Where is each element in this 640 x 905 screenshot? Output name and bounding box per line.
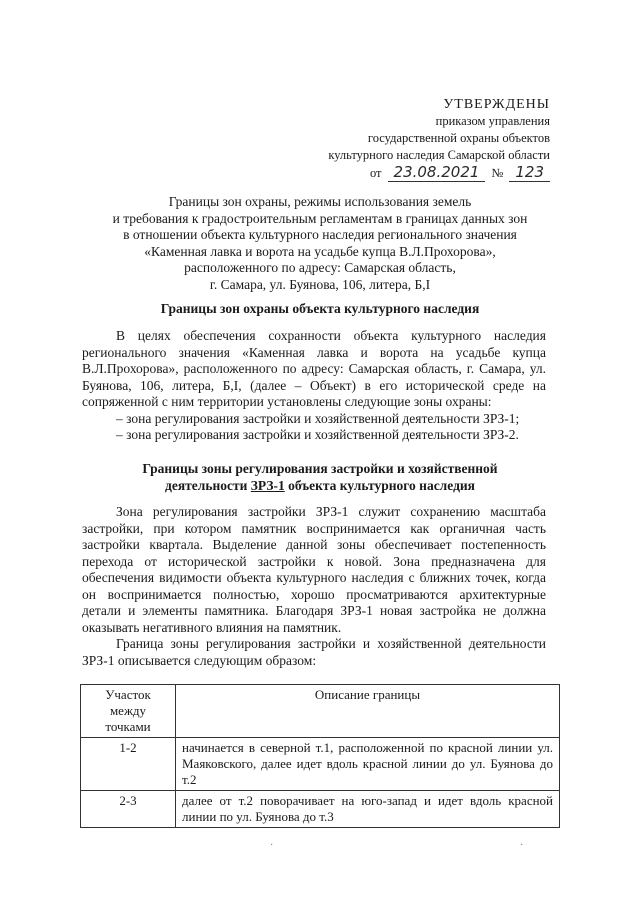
- approval-line: государственной охраны объектов: [367, 131, 550, 145]
- approval-title: УТВЕРЖДЕНЫ: [443, 97, 550, 112]
- title-line: г. Самара, ул. Буянова, 106, литера, Б,I: [209, 276, 431, 292]
- table-header-row: [81, 685, 560, 738]
- zone-code: ЗРЗ-1: [250, 478, 285, 493]
- title-line: в отношении объекта культурного наследия регионального значения: [123, 227, 517, 242]
- document-title: [90, 194, 550, 293]
- zone-list-item: – зона регулирования застройки и хозяйственной деятельности ЗРЗ-1;: [116, 410, 520, 426]
- table-cell-segment: 2-3: [81, 791, 176, 828]
- table-row: [81, 791, 560, 828]
- approval-line: культурного наследия Самарской области: [328, 148, 550, 162]
- table-header-description: Описание границы: [176, 685, 560, 738]
- zone-list-item: – зона регулирования застройки и хозяйственной деятельности ЗРЗ-2.: [116, 427, 519, 442]
- table-cell-description: далее от т.2 поворачивает на юго-запад и идет вдоль красной линии по ул. Буянова до т.3: [176, 791, 560, 828]
- table-cell-segment: 1-2: [81, 738, 176, 791]
- title-line: расположенного по адресу: Самарская область,: [184, 260, 456, 275]
- number-prefix: №: [491, 166, 504, 180]
- table-cell-description: начинается в северной т.1, расположенной по красной линии ул. Маяковского, далее идет вдоль красной линии до ул. Буянова до т.2: [176, 738, 560, 791]
- section2-paragraph2: Граница зоны регулирования застройки и хозяйственной деятельности ЗРЗ-1 описывается следующим образом:: [82, 636, 546, 668]
- section2-heading-line2: деятельности ЗРЗ-1 объекта культурного наследия: [165, 478, 475, 493]
- approval-number: 123: [509, 164, 550, 182]
- approval-stamp: [250, 96, 550, 182]
- approval-line: приказом управления: [435, 114, 550, 128]
- title-line: и требования к градостроительным регламентам в границах данных зон: [112, 210, 528, 226]
- section2-heading-line1: Границы зоны регулирования застройки и хозяйственной: [142, 461, 498, 476]
- table-row: [81, 738, 560, 791]
- date-prefix: от: [369, 166, 382, 180]
- section1-body: [82, 328, 546, 444]
- section2-heading: [60, 460, 580, 494]
- approval-date-line: [370, 164, 550, 182]
- section2-paragraph1: Зона регулирования застройки ЗРЗ-1 служит сохранению масштаба застройки, при котором памятник воспринимается как органичная часть застройки квартала. Выделение данной зоны обеспечивает постепенность перехода от исторической застройки к новой. Зона предназначена для обеспечения видимости объекта культурного наследия с ближних точек, когда он воспринимается полностью, хорошо просматриваются архитектурные детали и элементы памятника. Благодаря ЗРЗ-1 новая застройка не должна оказывать негативного влияния на памятник.: [82, 504, 546, 635]
- section1-paragraph: В целях обеспечения сохранности объекта культурного наследия регионального значения «Каменная лавка и ворота на усадьбе купца В.Л.Прохорова», расположенного по адресу: Самарская область, г. Самара, ул. Буянова, 106, литера, Б,I, (далее – Объект) в его исторической среде на сопряженной с ним территории установлены следующие зоны охраны:: [82, 328, 546, 409]
- scan-mark: ·: [520, 840, 524, 851]
- section1-heading: Границы зон охраны объекта культурного наследия: [160, 301, 480, 316]
- table-header-segment: Участок между точками: [81, 685, 176, 738]
- scan-mark: ·: [270, 840, 274, 851]
- title-line: «Каменная лавка и ворота на усадьбе купца В.Л.Прохорова»,: [144, 243, 496, 259]
- boundary-table: [80, 684, 560, 828]
- approval-date: 23.08.2021: [388, 164, 486, 182]
- title-line: Границы зон охраны, режимы использования земель: [168, 194, 472, 209]
